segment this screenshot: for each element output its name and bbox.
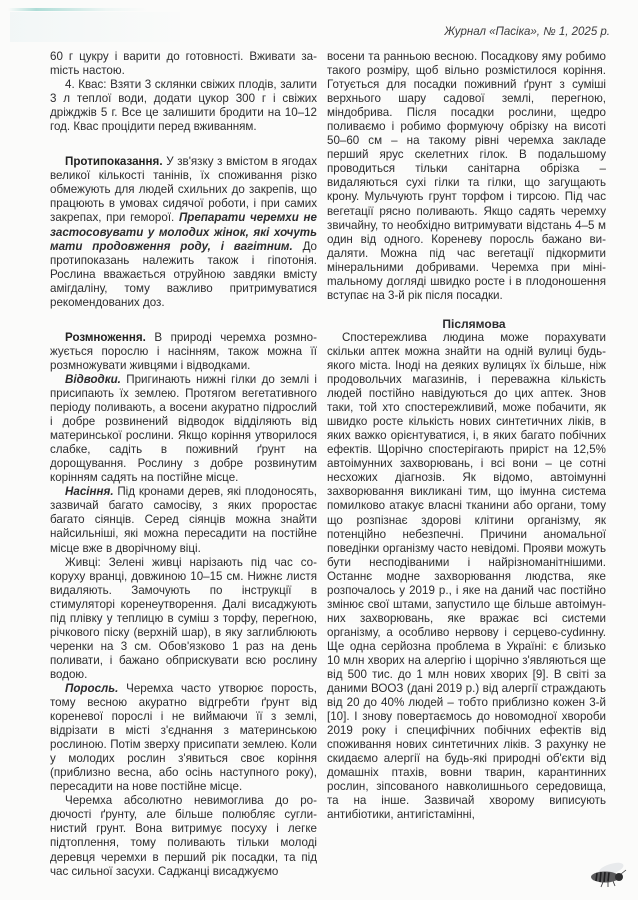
- recipe-kvass: 4. Квас: Взяти 3 склянки свіжих плодів, залити 3 л теплої води, додати цукор 300 г і свіжих дріжджів 5 г. Все це залишити бродити на 10–12 год. Квас процідити перед вживанням.: [50, 78, 317, 134]
- bee-head: [615, 873, 623, 881]
- contraindications-paragraph: [50, 155, 317, 310]
- propagation-heading: Розмноження.: [65, 330, 146, 344]
- header-decoration-line: [8, 8, 148, 11]
- layering-heading: Відводки.: [65, 372, 121, 386]
- contraindications-rest: До протипоказань належить також і гіпотонія. Рослина вважається отруйною завдяки вмісту амігдаліну, тому важливо притримуватися рекомендованих доз.: [50, 239, 317, 309]
- afterword-heading: Післямова: [442, 316, 506, 331]
- contraindications-heading: Протипоказання.: [65, 155, 163, 169]
- cuttings-paragraph: Живці: Зелені живці нарізають під час сокоруху вранці, довжиною 10–15 см. Нижнє листя видаляють. Замочують по інструкції в стимуляторі коренеутворення. Далі висаджують під плівку у теплицю в суміш з торфу, перегною, річкового піску (верхній шар), в яку заглиблюють черенки на 3 см. Обов'язково 1 раз на день поливати, і бажано обприскувати всю рослину водою.: [50, 555, 317, 681]
- journal-header: Журнал «Пасіка», № 1, 2025 р.: [444, 26, 610, 38]
- layering-text: Пригинають нижні гілки до землі і присипають їх землею. Протягом вегетативного періоду поливають, а восени акуратно підрослий і добре розвинений відводок відділяють від материнської рослини. Якщо коріння утворилося слабке, садіть в поживний ґрунт на дорощування. Рослину з добре розвинутим корінням садять на постійне місце.: [50, 372, 317, 485]
- propagation-text: В природі черемха розмножується порослю і насінням, також можна її розмножувати живцями і відводками.: [50, 330, 317, 372]
- spacer: [50, 324, 317, 331]
- soil-paragraph: Черемха абсолютно невимоглива до родючості ґрунту, але більше полюбляє суглинистий грунт. Вона витримує посуху і легке підтоплення, тому поливають тільки молоді деревця черемхи в перший рік посадки, та під час сильної засухи. Саджанці висаджуємо: [50, 794, 317, 878]
- right-column: [327, 50, 606, 823]
- propagation-paragraph: [50, 331, 317, 373]
- contraindications-text: У зв'язку з вмістом в ягодах великої кількості танінів, їх споживання різко обмежують для людей схильних до закрепів, що працюють в умовах сидячої роботи, і при самих закрепах, при геморої.: [50, 155, 317, 225]
- bee-icon: [585, 862, 629, 888]
- header-decoration-shade: [10, 12, 180, 42]
- planting-paragraph: восени та ранньою весною. Посадкову яму робимо такого розміру, щоб вільно розмістилося коріння. Готується для посадки поживний ґрунт з суміші верхнього шару садової землі, перегною, міндобрива. Після посадки рослини, щедро поливаємо і робимо формуючу обрізку на висоті 50–60 см – на такому рівні черемха закладе перший ярус скелетних гілок. В подальшому проводиться тільки санітарна обрізка – видаляються сухі гілки та гілки, що загущають крону. Мульчують грунт торфом і тирсою. Під час вегетації рясно поливають. Якщо садять черемху звичайну, то необхідно витримувати відстань 4–5 м один від одного. Кореневу поросль бажано видаляти. Можна під час вегетації підкормити мінеральними добривами. Черемха при мініmальному догляді швидко росте і в плодоношення вступає на 3-й рік після посадки.: [327, 50, 606, 302]
- seeds-heading: Насіння.: [65, 485, 114, 499]
- afterword-paragraph: Спостережлива людина може порахувати скільки аптек можна знайти на одній вулиці будь-якого міста. Іноді на деяких вулицях їх більше, ніж продовольчих магазинів, і переважна кількість людей постійно навідуються до цих аптек. Знов таки, той хто спостережливий, може побачити, як швидко росте кількість нових синтетичних ліків, в яких важко орієнтуватися, і, в яких багато побічних ефектів. Щорічно спостерігають приріст на 12,5% автоімунних захворювань, і всі вони – це сотні несхожих діагнозів. Як відомо, автоімунні захворювання викликані тим, що імунна система помилково атакує власні тканини або органи, тому що розпізнає здорові клітини організму, як потенційно небезпечні. Причини аномальної поведінки організму часто невідомі. Прояви можуть бути несподіваними і найрізноманітнішими. Останнє модне захворювання людства, яке розпочалось у 2019 р., і яке на даний час постійно змінює свої штами, запустило ще більше автоімунних захворювань, яке вражає всі системи організму, а особливо нервову і серцево-суdинну. Ще одна серйозна проблема в Україні: є близько 10 млн хворих на алергію і щорічно з'являються ще від 500 тис. до 1 млн нових хворих [9]. В світі за даними ВООЗ (дані 2019 р.) від алергії страждають від 20 до 40% людей – тобто приблизно кожен 3-й [10]. І знову повертаємось до новомодної хвороби 2019 року і специфічних побічних ефектів від споживання нових синтетичних ліків. З рахунку не скидаємо алергії на будь-які природні об'єкти від домашніх птахів, вовни тварин, карантинних рослин, зіпсованого навколишнього середовища, та на інше. Зазвичай хворому виписують антибіотики, антигістамінні,: [327, 330, 606, 822]
- left-column: [50, 50, 317, 879]
- spacer: [50, 134, 317, 148]
- suckers-paragraph: [50, 682, 317, 794]
- layering-paragraph: [50, 373, 317, 485]
- recipe-continuation: 60 г цукру і варити до готовності. Вживати заmість настою.: [50, 50, 317, 78]
- spacer: [327, 303, 606, 317]
- suckers-text: Черемха часто утворює порость, тому весною акуратно відгребти ґрунт від кореневої порослі і не виймаючи її з землі, відрізати в місті з'єднання з материнською рослиною. Потім зверху присипати землею. Коли у молодих рослин з'явиться своє коріння (приблизно весна, або осінь наступного року), пересадити на нове постійне місце.: [50, 681, 317, 794]
- seeds-paragraph: [50, 485, 317, 555]
- spacer: [50, 148, 317, 155]
- spacer: [50, 310, 317, 324]
- bee-antenna: [621, 870, 626, 874]
- seeds-text: Під кронами дерев, які плодоносять, зазвичай багато самосіву, з яких проростає багато сіянців. Серед сіянців можна знайти найсильніші, які можна пересадити на постійне місце вже в дворічному віці.: [50, 485, 317, 555]
- suckers-heading: Поросль.: [65, 681, 119, 695]
- contraindications-warning: Препарати черемхи не застосовувати у молодих жінок, які хочуть мати продовження роду, і вагітним.: [50, 211, 317, 253]
